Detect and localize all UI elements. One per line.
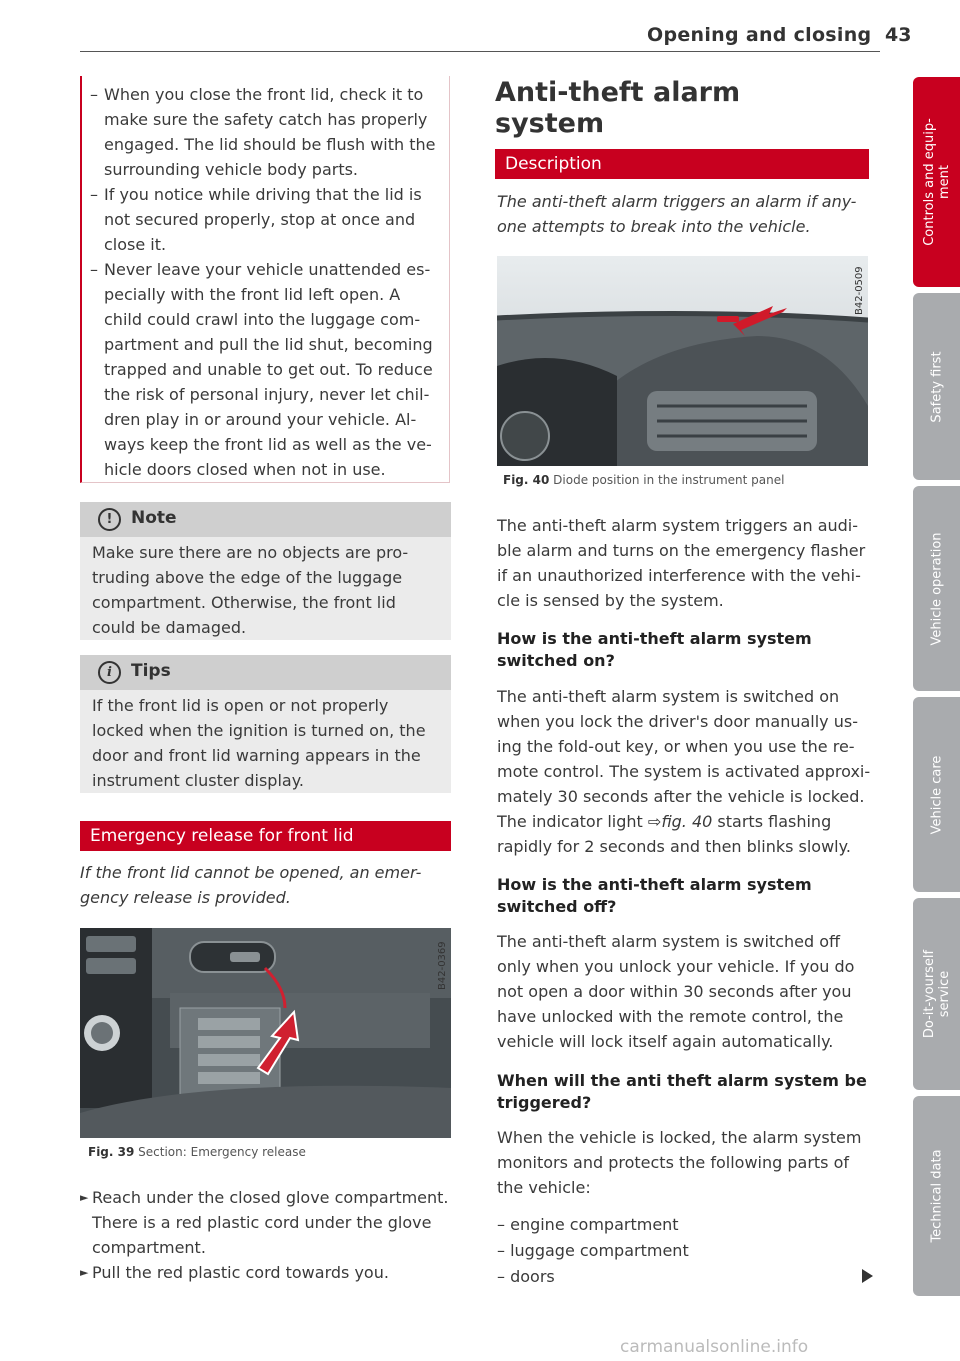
section-title: Anti-theft alarm system (495, 77, 741, 139)
note-header (80, 502, 451, 537)
watermark: carmanualsonline.info (620, 1337, 809, 1357)
side-tab-diy-service[interactable]: Do-it-yourself service (913, 898, 960, 1090)
tips-text: If the front lid is open or not properly locked when the ignition is turned on, the door and front lid warning appears in the instrument cluster display. (92, 696, 426, 790)
side-tab-controls[interactable]: Controls and equip- ment (913, 77, 960, 287)
list-item: – luggage compartment (497, 1241, 689, 1260)
alarm-paragraph-2: The anti-theft alarm system is switched on when you lock the driver's door manually us- ing the fold-out key, or when you use the re- mote control. The system is activated approxi- mately 30 seconds after the vehicle is locked. The indicator light ⇨fig. 40 starts flashing rapidly for 2 seconds and then blinks slowly. (497, 687, 871, 856)
side-tab-technical-data[interactable]: Technical data (913, 1096, 960, 1296)
exclamation-icon: ! (98, 508, 121, 531)
list-item: – doors (497, 1267, 555, 1286)
alarm-paragraph-1: The anti-theft alarm system triggers an audi- ble alarm and turns on the emergency flasher if an unauthorized interference with the vehi- cle is sensed by the system. (497, 516, 866, 610)
list-item: – engine compartment (497, 1215, 679, 1234)
note-label: Note (131, 508, 177, 528)
figure-40-caption: Fig. 40 Diode position in the instrument panel (503, 473, 785, 487)
running-header-title: Opening and closing (647, 24, 872, 46)
note-text: Make sure there are no objects are pro- truding above the edge of the luggage compartment. Otherwise, the front lid could be damaged. (92, 543, 409, 637)
alarm-paragraph-3: The anti-theft alarm system is switched off only when you unlock your vehicle. If you do not open a door within 30 seconds after you have unlocked with the remote control, the vehicle will lock itself again automatically. (497, 932, 855, 1051)
alarm-paragraph-4: When the vehicle is locked, the alarm system monitors and protects the following parts of the vehicle: (497, 1128, 862, 1197)
emergency-heading: Emergency release for front lid (80, 821, 451, 851)
side-tab-vehicle-operation[interactable]: Vehicle operation (913, 486, 960, 691)
side-tab-safety[interactable]: Safety first (913, 293, 960, 480)
warning-bullet-2: – If you notice while driving that the lid is not secured properly, stop at once and close it. (90, 185, 422, 254)
warning-bullet-3: – Never leave your vehicle unattended es- pecially with the front lid left open. A child could crawl into the luggage com- partment and pull the lid shut, becoming trapped and unable to get out. To reduce the risk of personal injury, never let chil- dren play in or around your vehicle. Al- ways keep the front lid as well as the ve- hicle doors closed when not in use. (90, 260, 433, 479)
description-heading: Description (495, 149, 869, 179)
emergency-step-1: ► Reach under the closed glove compartment. There is a red plastic cord under the glove compartment. (80, 1188, 449, 1257)
monitored-parts-list (497, 1212, 797, 1289)
figure-39-code: B42-0369 (437, 941, 448, 990)
continue-arrow-icon (862, 1269, 873, 1283)
tips-label: Tips (131, 661, 171, 681)
emergency-intro: If the front lid cannot be opened, an emer- gency release is provided. (80, 863, 422, 907)
alarm-intro: The anti-theft alarm triggers an alarm if any- one attempts to break into the vehicle. (497, 192, 857, 236)
question-triggered: When will the anti theft alarm system be triggered? (497, 1071, 867, 1112)
figure-39-caption: Fig. 39 Section: Emergency release (88, 1145, 306, 1159)
figure-40-code: B42-0509 (854, 266, 865, 315)
question-switched-on: How is the anti-theft alarm system switched on? (497, 629, 812, 670)
page-number: 43 (885, 24, 912, 46)
side-tab-vehicle-care[interactable]: Vehicle care (913, 697, 960, 892)
header-rule (80, 51, 880, 52)
emergency-step-2: ► Pull the red plastic cord towards you. (80, 1263, 389, 1282)
reference-arrow-icon: ⇨ (647, 812, 662, 831)
figure-39-image (80, 928, 451, 1138)
info-icon: i (98, 661, 121, 684)
warning-bullet-1: – When you close the front lid, check it to make sure the safety catch has properly engaged. The lid should be flush with the surrounding vehicle body parts. (90, 85, 436, 179)
question-switched-off: How is the anti-theft alarm system switched off? (497, 875, 812, 916)
figure-40-reference[interactable]: fig. 40 (661, 812, 713, 831)
figure-40-image (497, 256, 868, 466)
tips-header (80, 655, 451, 690)
